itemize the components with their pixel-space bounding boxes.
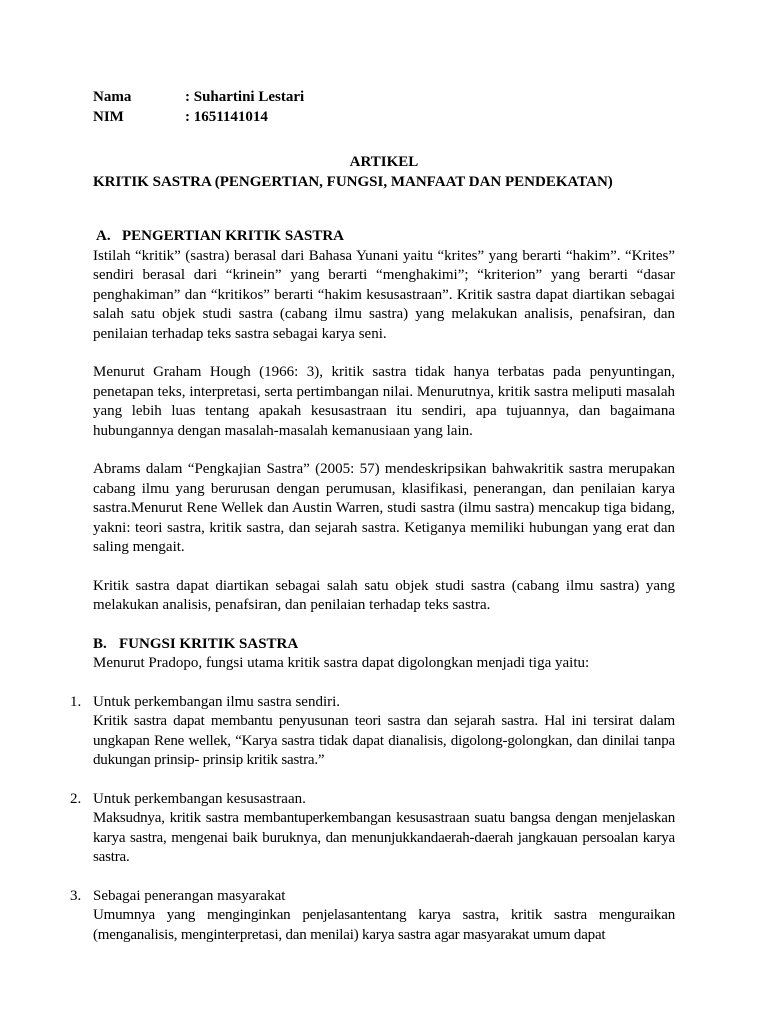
- spacer: [93, 674, 675, 693]
- section-b-letter: B.: [93, 635, 107, 652]
- list-item-number: 1.: [70, 693, 82, 710]
- section-a-paragraph-2: Menurut Graham Hough (1966: 3), kritik sastra tidak hanya terbatas pada penyuntingan, penetapan teks, interpretasi, serta pertimbangan nilai. Menurutnya, kritik sastra meliputi masalah yang lebih luas tentang apakah kesusastraan itu sendiri, apa tujuannya, dan bagaimana hubungannya dengan masalah-masalah kemanusiaan yang lain.: [93, 364, 675, 439]
- section-b-intro: Menurut Pradopo, fungsi utama kritik sastra dapat digolongkan menjadi tiga yaitu:: [93, 655, 590, 671]
- nim-label: NIM: [93, 108, 124, 125]
- nim-row: [93, 108, 304, 128]
- article-label: ARTIKEL: [349, 154, 419, 170]
- list-item-title: Sebagai penerangan masyarakat: [93, 887, 286, 904]
- section-a-title: PENGERTIAN KRITIK SASTRA: [122, 228, 345, 244]
- section-a-paragraph-1: Istilah “kritik” (sastra) berasal dari Bahasa Yunani yaitu “krites” yang berarti “hakim”. “Krites” sendiri berasal dari “krinein” yang berarti “menghakimi”; “kriterion” yang berarti “dasar penghakiman” dan “kritikos” berarti “hakim kesusastraan”. Kritik sastra dapat diartikan sebagai salah satu objek studi sastra (cabang ilmu sastra) yang melakukan analisis, penafsiran, dan penilaian terhadap teks sastra sebagai karya seni.: [93, 247, 675, 342]
- name-value: : Suhartini Lestari: [185, 89, 305, 105]
- spacer: [93, 441, 675, 460]
- section-b-title: FUNGSI KRITIK SASTRA: [119, 635, 299, 652]
- spacer: [93, 868, 675, 887]
- name-label: Nama: [93, 89, 132, 105]
- section-a-letter: A.: [96, 228, 111, 244]
- spacer: [93, 771, 675, 790]
- spacer: [93, 558, 675, 577]
- list-item-number: 3.: [70, 887, 82, 904]
- section-a-paragraph-3: Abrams dalam “Pengkajian Sastra” (2005: 57) mendeskripsikan bahwakritik sastra merupakan cabang ilmu yang berurusan dengan perumusan, klasifikasi, penerangan, dan penilaian karya sastra.Menurut Rene Wellek dan Austin Warren, studi sastra (ilmu sastra) mencakup tiga bidang, yakni: teori sastra, kritik sastra, dan sejarah sastra. Ketiganya memiliki hubungan yang erat dan saling mengait.: [93, 461, 675, 555]
- list-item-body: Kritik sastra dapat membantu penyusunan teori sastra dan sejarah sastra. Hal ini tersirat dalam ungkapan Rene wellek, “Karya sastra tidak dapat dianalisis, digolong-golongkan, dan dinilai tanpa dukungan prinsip- prinsip kritik sastra.”: [93, 713, 675, 768]
- section-b-heading: [93, 635, 675, 655]
- section-a-paragraph-4: Kritik sastra dapat diartikan sebagai salah satu objek studi sastra (cabang ilmu sastra) yang melakukan analisis, penafsiran, dan penilaian terhadap teks sastra.: [93, 577, 675, 613]
- list-item-title: Untuk perkembangan kesusastraan.: [93, 790, 306, 807]
- list-item-title: Untuk perkembangan ilmu sastra sendiri.: [93, 693, 341, 710]
- list-item: [70, 790, 675, 868]
- article-title: KRITIK SASTRA (PENGERTIAN, FUNGSI, MANFAAT DAN PENDEKATAN): [93, 173, 613, 190]
- identity-block: [93, 88, 304, 127]
- document-header: [93, 153, 675, 192]
- list-item-body: Umumnya yang menginginkan penjelasantentang karya sastra, kritik sastra menguraikan (menganalisis, menginterpretasi, dan menilai) karya sastra agar masyarakat umum dapat: [93, 907, 675, 943]
- nim-value: : 1651141014: [185, 108, 268, 125]
- list-item-body: Maksudnya, kritik sastra membantuperkembangan kesusastraan suatu bangsa dengan menjelaskan karya sastra, mengenai baik buruknya, dan menunjukkandaerah-daerah jangkauan persoalan karya sastra.: [93, 810, 675, 865]
- spacer: [93, 344, 675, 363]
- name-row: [93, 88, 304, 108]
- list-item: [70, 887, 675, 946]
- list-item: [70, 693, 675, 771]
- list-item-number: 2.: [70, 790, 82, 807]
- spacer: [93, 616, 675, 635]
- document-body: [70, 227, 675, 945]
- section-a-heading: [93, 227, 675, 247]
